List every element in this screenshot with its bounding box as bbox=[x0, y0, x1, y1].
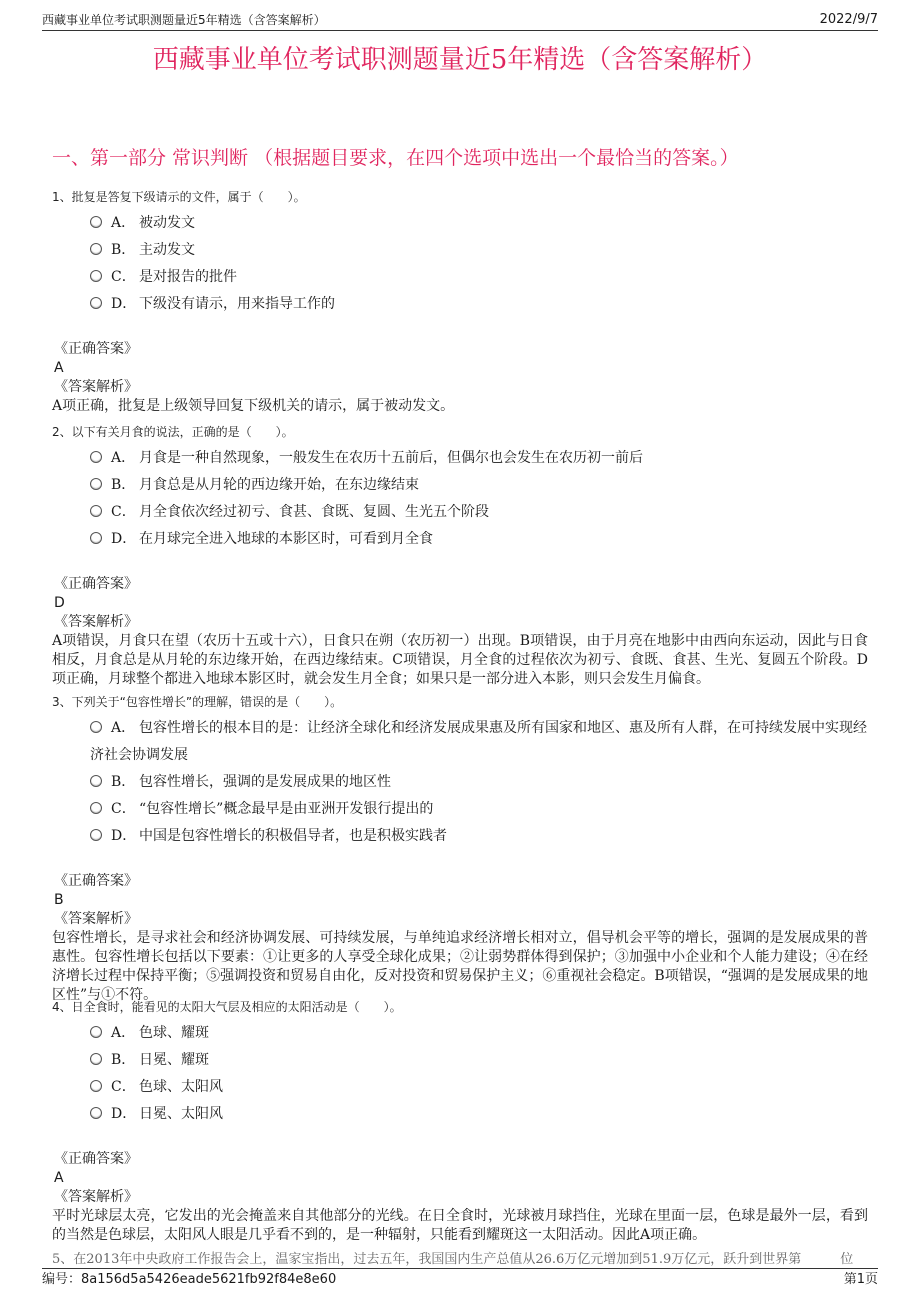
question-stem: 2、以下有关月食的说法，正确的是（ ）。 bbox=[52, 425, 294, 439]
header-date: 2022/9/7 bbox=[819, 12, 878, 27]
answer-value: D bbox=[54, 595, 65, 611]
option-c[interactable] bbox=[90, 796, 868, 823]
option-text: 色球、太阳风 bbox=[139, 1079, 223, 1095]
option-text: 月食总是从月轮的西边缘开始，在东边缘结束 bbox=[139, 477, 419, 493]
analysis-text: A项错误，月食只在望（农历十五或十六），日食只在朔（农历初一）出现。B项错误，由于月亮在地影中由西向东运动，因此与日食相反，月食总是从月轮的东边缘开始，在西边缘结束。C项错误，月全食的过程依次为初亏、食既、食甚、生光、复圆五个阶段。D项正确，月球整个都进入地球本影区时，就会发生月全食；如果只是一部分进入本影，则只会发生月偏食。 bbox=[52, 633, 868, 687]
radio-icon[interactable] bbox=[90, 270, 102, 282]
radio-icon[interactable] bbox=[90, 1053, 102, 1065]
option-letter: D． bbox=[111, 296, 137, 312]
option-c[interactable] bbox=[90, 264, 868, 291]
radio-icon[interactable] bbox=[90, 775, 102, 787]
page-footer bbox=[42, 1268, 878, 1291]
option-text: 下级没有请示，用来指导工作的 bbox=[139, 296, 335, 312]
question-stem: 3、下列关于“包容性增长”的理解，错误的是（ ）。 bbox=[52, 695, 343, 709]
analysis-text: 包容性增长，是寻求社会和经济协调发展、可持续发展，与单纯追求经济增长相对立，倡导机会平等的增长，强调的是发展成果的普惠性。包容性增长包括以下要素：①让更多的人享受全球化成果；②让弱势群体得到保护；③加强中小企业和个人能力建设；④在经济增长过程中保持平衡；⑤强调投资和贸易自由化，反对投资和贸易保护主义；⑥重视社会稳定。B项错误，“强调的是发展成果的地区性”与①不符。 bbox=[52, 930, 868, 1003]
option-a[interactable] bbox=[90, 715, 868, 769]
option-c[interactable] bbox=[90, 499, 868, 526]
option-letter: B． bbox=[111, 242, 136, 258]
option-a[interactable] bbox=[90, 445, 868, 472]
radio-icon[interactable] bbox=[90, 1080, 102, 1092]
option-d[interactable] bbox=[90, 526, 868, 553]
radio-icon[interactable] bbox=[90, 505, 102, 517]
option-letter: A． bbox=[111, 215, 136, 231]
option-text: 主动发文 bbox=[139, 242, 195, 258]
option-d[interactable] bbox=[90, 823, 868, 850]
option-a[interactable] bbox=[90, 1020, 868, 1047]
option-letter: C． bbox=[111, 1079, 136, 1095]
answer-heading: 《正确答案》 bbox=[54, 576, 138, 592]
document-title: 西藏事业单位考试职测题量近5年精选（含答案解析） bbox=[152, 45, 768, 75]
page-header bbox=[42, 10, 878, 31]
analysis-heading: 《答案解析》 bbox=[54, 614, 138, 630]
option-list bbox=[90, 210, 868, 318]
question-stem: 4、日全食时，能看见的太阳大气层及相应的太阳活动是（ ）。 bbox=[52, 1000, 402, 1014]
option-text: 日冕、太阳风 bbox=[139, 1106, 223, 1122]
option-letter: D． bbox=[111, 1106, 137, 1122]
document-code: 编号：8a156d5a5426eade5621fb92f84e8e60 bbox=[42, 1272, 337, 1287]
radio-icon[interactable] bbox=[90, 721, 102, 733]
answer-value: A bbox=[54, 1170, 64, 1186]
option-b[interactable] bbox=[90, 472, 868, 499]
answer-heading: 《正确答案》 bbox=[54, 873, 138, 889]
radio-icon[interactable] bbox=[90, 451, 102, 463]
option-list bbox=[90, 445, 868, 553]
answer-value: A bbox=[54, 360, 64, 376]
option-b[interactable] bbox=[90, 1047, 868, 1074]
option-a[interactable] bbox=[90, 210, 868, 237]
option-letter: C． bbox=[111, 269, 136, 285]
answer-heading: 《正确答案》 bbox=[54, 1151, 138, 1167]
page-number: 第1页 bbox=[843, 1272, 878, 1287]
option-c[interactable] bbox=[90, 1074, 868, 1101]
radio-icon[interactable] bbox=[90, 478, 102, 490]
question-stem: 1、批复是答复下级请示的文件，属于（ ）。 bbox=[52, 190, 306, 204]
option-letter: A． bbox=[111, 1025, 136, 1041]
option-text: 被动发文 bbox=[139, 215, 195, 231]
option-letter: D． bbox=[111, 531, 137, 547]
option-text: 在月球完全进入地球的本影区时，可看到月全食 bbox=[139, 531, 433, 547]
answer-block bbox=[52, 340, 868, 416]
option-list bbox=[90, 715, 868, 850]
option-b[interactable] bbox=[90, 769, 868, 796]
option-text: 月全食依次经过初亏、食甚、食既、复圆、生光五个阶段 bbox=[139, 504, 489, 520]
option-letter: B． bbox=[111, 477, 136, 493]
option-text: 包容性增长，强调的是发展成果的地区性 bbox=[139, 774, 391, 790]
analysis-heading: 《答案解析》 bbox=[54, 1189, 138, 1205]
radio-icon[interactable] bbox=[90, 1107, 102, 1119]
answer-value: B bbox=[54, 892, 64, 908]
question-4 bbox=[52, 997, 868, 1245]
option-letter: C． bbox=[111, 504, 136, 520]
option-text: 中国是包容性增长的积极倡导者，也是积极实践者 bbox=[139, 828, 447, 844]
radio-icon[interactable] bbox=[90, 829, 102, 841]
option-d[interactable] bbox=[90, 1101, 868, 1128]
analysis-heading: 《答案解析》 bbox=[54, 911, 138, 927]
radio-icon[interactable] bbox=[90, 802, 102, 814]
question-1 bbox=[52, 187, 868, 416]
option-text: 色球、耀斑 bbox=[139, 1025, 209, 1041]
answer-block bbox=[52, 575, 868, 689]
option-text: 是对报告的批件 bbox=[139, 269, 237, 285]
answer-heading: 《正确答案》 bbox=[54, 341, 138, 357]
option-letter: A． bbox=[111, 720, 136, 736]
option-text: 月食是一种自然现象，一般发生在农历十五前后，但偶尔也会发生在农历初一前后 bbox=[139, 450, 643, 466]
next-question-cutoff: 5、在2013年中央政府工作报告会上，温家宝指出，过去五年，我国国内生产总值从26.6万亿元增加到51.9万亿元，跃升到世界第 位 bbox=[52, 1252, 854, 1267]
option-list bbox=[90, 1020, 868, 1128]
radio-icon[interactable] bbox=[90, 243, 102, 255]
question-2 bbox=[52, 422, 868, 689]
analysis-text: 平时光球层太亮，它发出的光会掩盖来自其他部分的光线。在日全食时，光球被月球挡住，光球在里面一层，色球是最外一层，看到的当然是色球层，太阳风人眼是几乎看不到的，是一种辐射，只能看到耀斑这一太阳活动。因此A项正确。 bbox=[52, 1208, 868, 1243]
option-letter: B． bbox=[111, 774, 136, 790]
option-letter: D． bbox=[111, 828, 137, 844]
radio-icon[interactable] bbox=[90, 216, 102, 228]
radio-icon[interactable] bbox=[90, 297, 102, 309]
option-d[interactable] bbox=[90, 291, 868, 318]
analysis-heading: 《答案解析》 bbox=[54, 379, 138, 395]
analysis-text: A项正确，批复是上级领导回复下级机关的请示，属于被动发文。 bbox=[52, 398, 455, 414]
answer-block bbox=[52, 1150, 868, 1245]
question-3 bbox=[52, 692, 868, 1005]
radio-icon[interactable] bbox=[90, 532, 102, 544]
option-text: 包容性增长的根本目的是：让经济全球化和经济发展成果惠及所有国家和地区、惠及所有人群，在可持续发展中实现经济社会协调发展 bbox=[90, 720, 867, 763]
answer-block bbox=[52, 872, 868, 1005]
section-heading: 一、第一部分 常识判断 （根据题目要求，在四个选项中选出一个最恰当的答案。） bbox=[52, 147, 739, 169]
header-doc-name: 西藏事业单位考试职测题量近5年精选（含答案解析） bbox=[42, 13, 326, 27]
option-b[interactable] bbox=[90, 237, 868, 264]
option-text: 日冕、耀斑 bbox=[139, 1052, 209, 1068]
option-text: “包容性增长”概念最早是由亚洲开发银行提出的 bbox=[139, 801, 434, 817]
radio-icon[interactable] bbox=[90, 1026, 102, 1038]
option-letter: A． bbox=[111, 450, 136, 466]
option-letter: C． bbox=[111, 801, 136, 817]
option-letter: B． bbox=[111, 1052, 136, 1068]
